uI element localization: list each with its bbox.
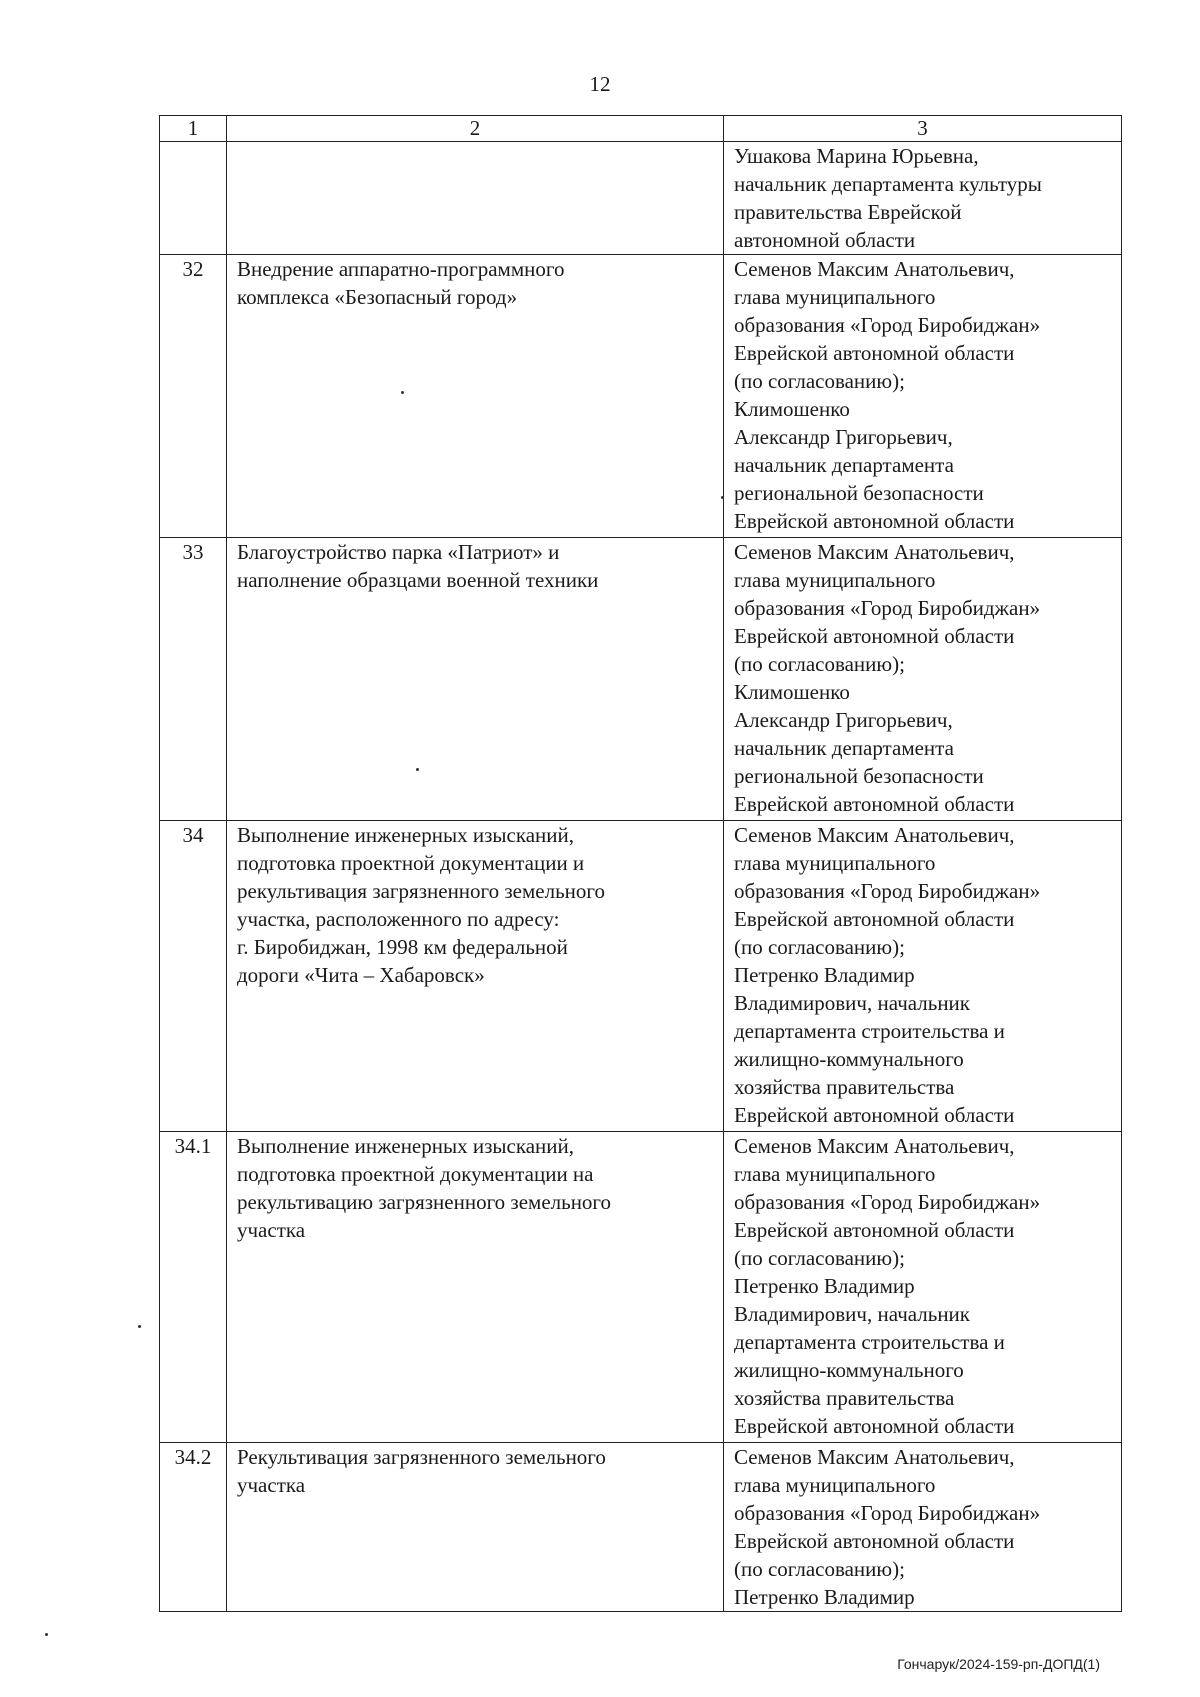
table-row: [160, 1443, 1122, 1612]
column-header-responsible: 3: [724, 116, 1122, 142]
responsible-cell: Ушакова Марина Юрьевна, начальник департамента культуры правительства Еврейской автономной области: [724, 142, 1122, 255]
responsible-cell: Семенов Максим Анатольевич, глава муниципального образования «Город Биробиджан» Еврейской автономной области (по согласованию); Петренко Владимир Владимирович, начальник департамента строительства и жилищно-коммунального хозяйства правительства Еврейской автономной области: [724, 821, 1122, 1132]
activity-cell: Рекультивация загрязненного земельного участка: [227, 1443, 724, 1612]
activity-cell: Выполнение инженерных изысканий, подготовка проектной документации и рекультивация загрязненного земельного участка, расположенного по адресу: г. Биробиджан, 1998 км федеральной дороги «Чита – Хабаровск»: [227, 821, 724, 1132]
table-header-row: [160, 116, 1122, 142]
table-row: [160, 1132, 1122, 1443]
table-row: [160, 538, 1122, 821]
scan-speck: [45, 1633, 48, 1636]
activity-cell: Выполнение инженерных изысканий, подготовка проектной документации на рекультивацию загрязненного земельного участка: [227, 1132, 724, 1443]
scan-speck: [401, 391, 404, 394]
row-number-cell: 33: [160, 538, 227, 821]
activity-cell: [227, 142, 724, 255]
responsible-cell: Семенов Максим Анатольевич, глава муниципального образования «Город Биробиджан» Еврейской автономной области (по согласованию); Петренко Владимир: [724, 1443, 1122, 1612]
responsible-cell: Семенов Максим Анатольевич, глава муниципального образования «Город Биробиджан» Еврейской автономной области (по согласованию); Петренко Владимир Владимирович, начальник департамента строительства и жилищно-коммунального хозяйства правительства Еврейской автономной области: [724, 1132, 1122, 1443]
scan-speck: [138, 1325, 141, 1328]
row-number-cell: 34: [160, 821, 227, 1132]
table-row: [160, 142, 1122, 255]
row-number-cell: 34.1: [160, 1132, 227, 1443]
table-row: [160, 821, 1122, 1132]
scan-speck: [416, 768, 419, 771]
document-table: [159, 115, 1122, 1612]
row-number-cell: 34.2: [160, 1443, 227, 1612]
activity-cell: Благоустройство парка «Патриот» и наполнение образцами военной техники: [227, 538, 724, 821]
column-header-number: 1: [160, 116, 227, 142]
responsible-cell: Семенов Максим Анатольевич, глава муниципального образования «Город Биробиджан» Еврейской автономной области (по согласованию); Климошенко Александр Григорьевич, начальник департамента региональной безопасности Еврейской автономной области: [724, 538, 1122, 821]
row-number-cell: [160, 142, 227, 255]
page-number: 12: [589, 72, 611, 96]
activity-cell: Внедрение аппаратно-программного комплекса «Безопасный город»: [227, 255, 724, 538]
column-header-activity: 2: [227, 116, 724, 142]
document-registration-code: Гончарук/2024-159-рп-ДОПД(1): [897, 1656, 1100, 1672]
table-row: [160, 255, 1122, 538]
row-number-cell: 32: [160, 255, 227, 538]
scan-speck: [721, 496, 724, 499]
responsible-cell: Семенов Максим Анатольевич, глава муниципального образования «Город Биробиджан» Еврейской автономной области (по согласованию); Климошенко Александр Григорьевич, начальник департамента региональной безопасности Еврейской автономной области: [724, 255, 1122, 538]
